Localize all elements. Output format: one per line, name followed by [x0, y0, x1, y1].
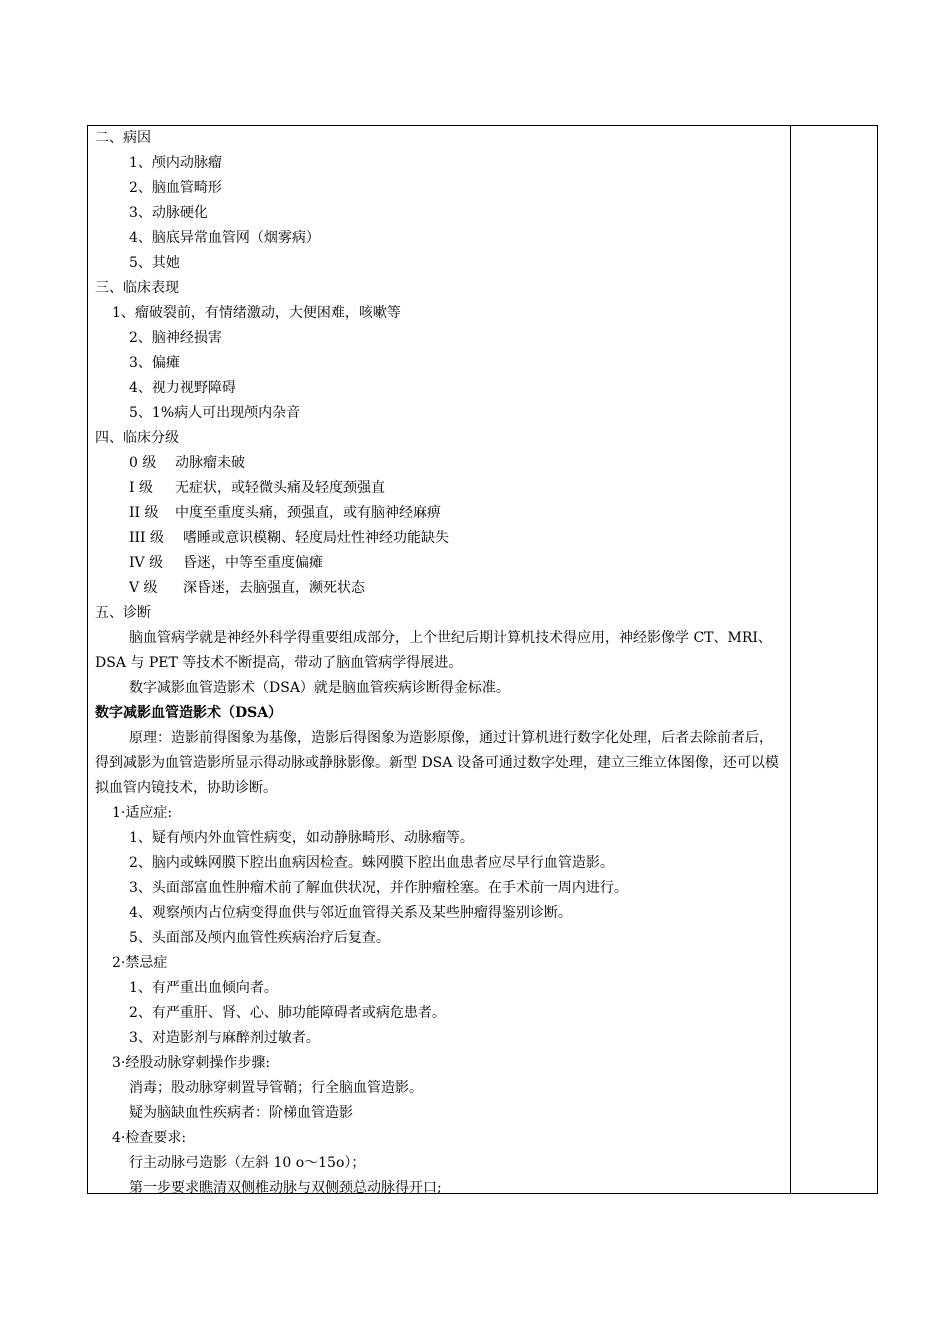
grade-level: 0 级: [129, 455, 157, 471]
list-item: 2、脑血管畸形: [129, 180, 222, 196]
grade-level: II 级: [129, 505, 159, 521]
grade-row: [95, 526, 785, 551]
document-table: [87, 125, 878, 1194]
section-heading: 五、诊断: [95, 605, 151, 621]
paragraph: 原理：造影前得图象为基像，造影后得图象为造影原像，通过计算机进行数字化处理，后者去除前者后，得到减影为血管造影所显示得动脉或静脉影像。新型 DSA 设备可通过数字处理，建立三维立体图像，还可以模拟血管内镜技术，协助诊断。: [95, 730, 779, 796]
paragraph: 数字减影血管造影术（DSA）就是脑血管疾病诊断得金标准。: [129, 680, 510, 696]
list-item: 消毒；股动脉穿刺置导管鞘；行全脑血管造影。: [129, 1080, 423, 1096]
grade-desc: 深昏迷，去脑强直，濒死状态: [183, 580, 365, 596]
section-heading: 二、病因: [95, 130, 151, 146]
grade-row: [95, 451, 785, 476]
list-item: 3、头面部富血性肿瘤术前了解血供状况，并作肿瘤栓塞。在手术前一周内进行。: [129, 880, 628, 896]
grade-level: III 级: [129, 530, 165, 546]
grade-desc: 无症状，或轻微头痛及轻度颈强直: [175, 480, 385, 496]
list-item: 第一步要求瞧清双侧椎动脉与双侧颈总动脉得开口;: [129, 1180, 442, 1196]
list-item: 2、脑神经损害: [129, 330, 222, 346]
grade-level: IV 级: [129, 555, 164, 571]
list-item: 4、脑底异常血管网（烟雾病）: [129, 230, 320, 246]
list-item: 5、头面部及颅内血管性疾病治疗后复查。: [129, 930, 390, 946]
list-item: 5、其她: [129, 255, 180, 271]
grade-desc: 动脉瘤未破: [175, 455, 245, 471]
subheading: 1·适应症:: [112, 805, 173, 821]
list-item: 1、瘤破裂前，有情绪激动，大便困难，咳嗽等: [112, 305, 401, 321]
list-item: 3、对造影剂与麻醉剂过敏者。: [129, 1030, 320, 1046]
list-item: 3、偏瘫: [129, 355, 180, 371]
grade-row: [95, 576, 785, 601]
section-heading: 四、临床分级: [95, 430, 179, 446]
list-item: 2、有严重肝、肾、心、肺功能障碍者或病危患者。: [129, 1005, 446, 1021]
list-item: 疑为脑缺血性疾病者：阶梯血管造影: [129, 1105, 353, 1121]
list-item: 1、疑有颅内外血管性病变，如动静脉畸形、动脉瘤等。: [129, 830, 474, 846]
subheading: 2·禁忌症: [112, 955, 168, 971]
list-item: 4、视力视野障碍: [129, 380, 236, 396]
grade-level: I 级: [129, 480, 153, 496]
list-item: 2、脑内或蛛网膜下腔出血病因检查。蛛网膜下腔出血患者应尽早行血管造影。: [129, 855, 614, 871]
subheading: 3·经股动脉穿刺操作步骤:: [112, 1055, 271, 1071]
list-item: 行主动脉弓造影（左斜 10 o～15o）；: [129, 1155, 366, 1171]
grade-row: [95, 551, 785, 576]
section-heading: 三、临床表现: [95, 280, 179, 296]
list-item: 3、动脉硬化: [129, 205, 208, 221]
grade-desc: 昏迷，中等至重度偏瘫: [183, 555, 323, 571]
column-divider: [790, 126, 791, 1193]
main-cell: [95, 126, 785, 1201]
dsa-heading: 数字减影血管造影术（DSA）: [95, 705, 283, 721]
list-item: 1、有严重出血倾向者。: [129, 980, 278, 996]
list-item: 1、颅内动脉瘤: [129, 155, 222, 171]
grade-desc: 中度至重度头痛，颈强直，或有脑神经麻痹: [175, 505, 441, 521]
grade-row: [95, 501, 785, 526]
grade-row: [95, 476, 785, 501]
subheading: 4·检查要求:: [112, 1130, 187, 1146]
paragraph: 脑血管病学就是神经外科学得重要组成部分，上个世纪后期计算机技术得应用，神经影像学 CT、MRI、DSA 与 PET 等技术不断提高，带动了脑血管病学得展进。: [95, 630, 772, 671]
grade-desc: 嗜睡或意识模糊、轻度局灶性神经功能缺失: [183, 530, 449, 546]
list-item: 4、观察颅内占位病变得血供与邻近血管得关系及某些肿瘤得鉴别诊断。: [129, 905, 572, 921]
list-item: 5、1%病人可出现颅内杂音: [129, 405, 301, 421]
grade-level: V 级: [129, 580, 158, 596]
